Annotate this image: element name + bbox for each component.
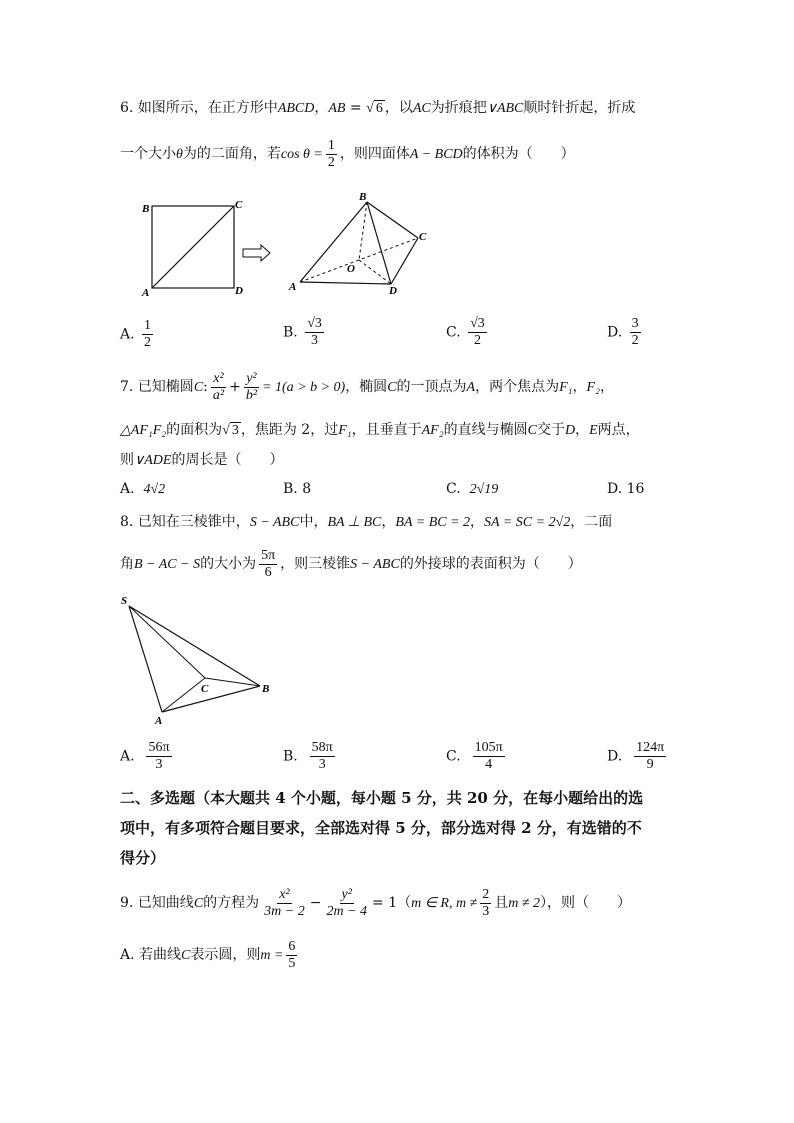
q8-option-d[interactable]: D. $\frac{124\pi}{9}$ <box>607 740 665 772</box>
q8-option-b[interactable]: B. $\frac{58\pi}{3}$ <box>283 740 333 772</box>
q7-line2: △AF₁F₂的面积为√ 3 ，焦距为 2，过F₁，且垂直于AF₂的直线与椭圆C交于D，E两点， <box>120 422 640 438</box>
q7-option-c[interactable]: C. 2√19 <box>446 481 499 497</box>
q9-line1: 9. 已知曲线C的方程为 $\frac{\text{x²}}{3m - 2}$ − $\frac{\text{y²}}{2m - 4}$ = 1（m ∈ R, m ≠ $\frac{2}{3}$ 且m ≠ 2），则（ ） <box>120 886 632 919</box>
sqrt-6: √ 6 <box>366 101 383 116</box>
arrow-icon <box>243 245 270 261</box>
label-a2: A <box>289 281 297 293</box>
q8-option-a[interactable]: A. $\frac{56\pi}{3}$ <box>120 740 170 772</box>
q6-line2: 一个大小θ为的二面角，若cos θ = $\frac{1}{2}$ ，则四面体A − BCD的体积为（ ） <box>120 137 575 170</box>
q8-line2: 角B − AC − S的大小为 $\frac{5\pi}{6}$ ，则三棱锥S − ABC的外接球的表面积为（ ） <box>120 547 582 580</box>
q6-option-c[interactable]: C. $\frac{√3}{2}$ <box>446 316 485 348</box>
q6-option-d[interactable]: D. $\frac{3}{2}$ <box>607 316 639 348</box>
label-o: O <box>347 263 355 275</box>
q8-figure <box>115 590 285 730</box>
label-c: C <box>235 199 243 211</box>
square-figure <box>141 199 243 298</box>
q7-line3: 则∨ADE的周长是（ ） <box>120 452 284 468</box>
label-d: D <box>235 285 243 297</box>
q7-line1: 7. 已知椭圆C: $\frac{\text{x²}}{\text{a²}}$ + $\frac{\text{y²}}{\text{b²}}$ = 1(a > b > 0)，椭圆C的一顶点为A，两个焦点为F₁，F₂， <box>120 370 614 403</box>
q7-option-d[interactable]: D. 16 <box>607 481 645 497</box>
label-c3: C <box>201 683 209 695</box>
q6-option-a[interactable]: A. $\frac{1}{2}$ <box>120 318 152 350</box>
section2-line3: 得分） <box>120 849 166 867</box>
q6-line1: 6. 如图所示，在正方形中ABCD，AB = √ 6 ，以AC为折痕把∨ABC顺时针折起，折成 <box>120 98 635 119</box>
label-s: S <box>121 595 128 607</box>
q8-line1: 8. 已知在三棱锥中，S − ABC中，BA ⊥ BC，BA = BC = 2，SA = SC = 2√2，二面 <box>120 514 613 530</box>
label-b3: B <box>262 683 270 695</box>
q9-option-a[interactable]: A. 若曲线C表示圆，则m = $\frac{6}{5}$ <box>120 938 296 971</box>
section2-line2: 项中，有多项符合题目要求，全部选对得 5 分，部分选对得 2 分，有选错的不 <box>120 819 642 837</box>
q6-fraction: $\frac{1}{2}$ <box>327 137 335 170</box>
q6-option-b[interactable]: B. $\frac{√3}{3}$ <box>283 316 322 348</box>
label-a: A <box>142 287 150 298</box>
label-a3: A <box>155 715 163 727</box>
q6-number: 6. <box>120 100 134 116</box>
q6-figure <box>135 188 435 298</box>
label-c2: C <box>419 231 427 243</box>
section2-line1: 二、多选题（本大题共 4 个小题，每小题 5 分，共 20 分，在每小题给出的选 <box>120 789 644 807</box>
label-d2: D <box>389 285 397 297</box>
q7-option-b[interactable]: B. 8 <box>283 481 312 497</box>
label-b2: B <box>359 191 367 203</box>
q7-option-a[interactable]: A. 4√2 <box>120 481 166 497</box>
tetrahedron-figure <box>288 191 427 297</box>
q8-option-c[interactable]: C. $\frac{105\pi}{4}$ <box>446 740 503 772</box>
label-b: B <box>142 203 150 215</box>
